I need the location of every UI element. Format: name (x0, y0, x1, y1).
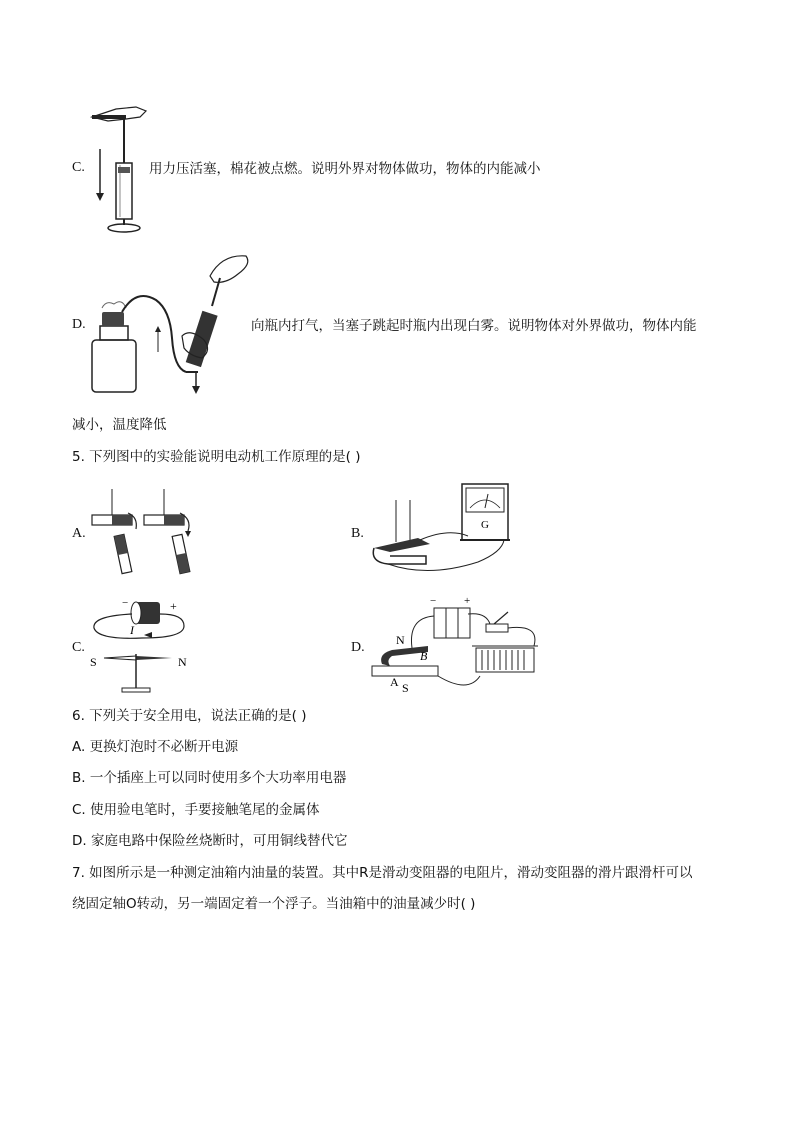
bottle-pump-figure (86, 248, 252, 398)
q5-option-d-label: D. (351, 640, 365, 655)
q6-option-d: D. 家庭电路中保险丝烧断时，可用铜线替代它 (72, 833, 348, 849)
q4-option-d-text-line2: 减小，温度降低 (72, 417, 167, 433)
fig-d-minus-sign: − (430, 595, 437, 607)
q4-option-c-label: C. (72, 160, 85, 175)
fig-d-south-label: S (402, 681, 409, 695)
fig-c-plus-sign: + (170, 599, 177, 613)
q4-option-d-text-line1: 向瓶内打气，当塞子跳起时瓶内出现白雾。说明物体对外界做功，物体内能 (251, 318, 697, 334)
q6-stem: 6. 下列关于安全用电，说法正确的是( ) (72, 708, 307, 724)
fig-d-north-label: N (396, 633, 405, 647)
fig-c-north-label: N (178, 655, 187, 669)
fig-c-current-label: I (130, 623, 134, 637)
fig-d-a-label: A (390, 675, 399, 689)
fig-d-plus-sign: + (464, 595, 471, 607)
magnet-needle-figure (88, 485, 208, 577)
q6-option-a: A. 更换灯泡时不必断开电源 (72, 739, 239, 755)
oersted-figure (86, 594, 196, 696)
q5-stem: 5. 下列图中的实验能说明电动机工作原理的是( ) (72, 449, 361, 465)
piston-compression-figure (86, 103, 152, 235)
fig-d-b-label: B (420, 649, 428, 663)
q5-option-b-label: B. (351, 526, 364, 541)
q6-option-b: B. 一个插座上可以同时使用多个大功率用电器 (72, 770, 347, 786)
q5-option-c-label: C. (72, 640, 85, 655)
galvanometer-symbol: G (481, 519, 489, 531)
q4-option-d-label: D. (72, 317, 86, 332)
q4-option-c-text: 用力压活塞，棉花被点燃。说明外界对物体做功，物体的内能减小 (149, 161, 541, 177)
q5-option-a-label: A. (72, 526, 86, 541)
motor-principle-figure (368, 594, 544, 698)
fig-c-south-label: S (90, 655, 97, 669)
q7-stem-line2: 绕固定轴O转动，另一端固定着一个浮子。当油箱中的油量减少时( ) (72, 896, 476, 912)
q6-option-c: C. 使用验电笔时，手要接触笔尾的金属体 (72, 802, 320, 818)
fig-c-minus-sign: − (122, 597, 129, 609)
q7-stem-line1: 7. 如图所示是一种测定油箱内油量的装置。其中R是滑动变阻器的电阻片，滑动变阻器的滑片跟滑杆可以 (72, 865, 693, 881)
electromagnetic-induction-figure (368, 478, 512, 580)
